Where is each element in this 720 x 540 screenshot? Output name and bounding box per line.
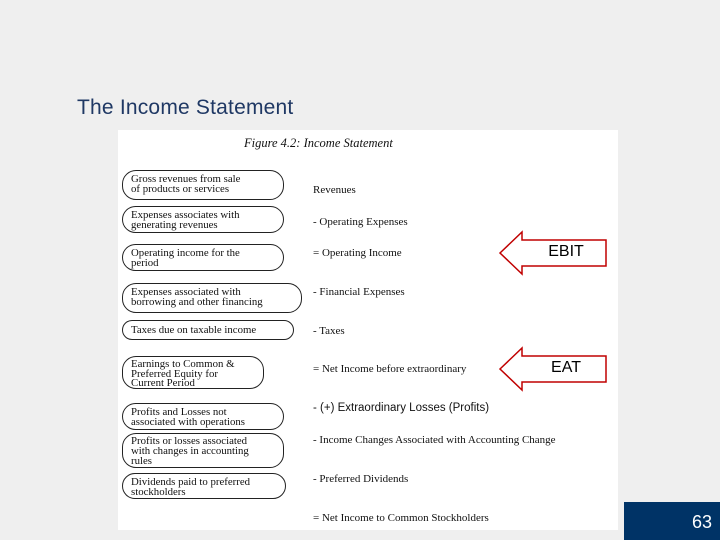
note-line: generating revenues bbox=[131, 219, 218, 231]
page-number: 63 bbox=[691, 512, 712, 532]
ebit-label: EBIT bbox=[548, 243, 584, 260]
item-net-income-common: = Net Income to Common Stockholders bbox=[313, 512, 489, 524]
note-line: Current Period bbox=[131, 377, 195, 389]
note-line: Profits or losses associated bbox=[131, 435, 248, 447]
item-operating-income: = Operating Income bbox=[313, 247, 402, 259]
note-line: borrowing and other financing bbox=[131, 296, 263, 308]
note-operating-income bbox=[122, 244, 284, 271]
note-preferred-dividends bbox=[122, 473, 286, 499]
page-number-badge bbox=[624, 502, 720, 540]
note-line: Earnings to Common & bbox=[131, 358, 235, 370]
figure-caption: Figure 4.2: Income Statement bbox=[244, 136, 393, 150]
note-line: Preferred Equity for bbox=[131, 367, 218, 380]
item-extraordinary-losses: - (+) Extraordinary Losses (Profits) bbox=[313, 402, 490, 414]
note-earnings-common-preferred bbox=[122, 356, 264, 389]
item-operating-expenses: - Operating Expenses bbox=[313, 216, 408, 228]
item-financial-expenses: - Financial Expenses bbox=[313, 286, 405, 298]
note-line: with changes in accounting bbox=[131, 444, 249, 457]
note-operating-expenses bbox=[122, 206, 284, 233]
item-accounting-change: - Income Changes Associated with Accounting Change bbox=[313, 434, 556, 446]
note-line: associated with operations bbox=[131, 416, 245, 428]
note-line: Taxes due on taxable income bbox=[131, 324, 257, 336]
eat-callout bbox=[498, 346, 610, 392]
note-extraordinary bbox=[122, 403, 284, 430]
note-gross-revenues bbox=[122, 170, 284, 200]
slide-title: The Income Statement bbox=[77, 96, 294, 119]
item-net-income-before-extraordinary: = Net Income before extraordinary bbox=[313, 363, 467, 375]
note-line: Profits and Losses not bbox=[131, 406, 227, 418]
note-financial-expenses bbox=[122, 283, 302, 313]
note-line: Expenses associated with bbox=[131, 286, 241, 298]
note-line: Operating income for the bbox=[131, 247, 240, 259]
note-line: rules bbox=[131, 454, 152, 467]
note-taxes bbox=[122, 320, 294, 340]
note-accounting-changes bbox=[122, 433, 284, 468]
item-taxes: - Taxes bbox=[313, 325, 345, 337]
income-statement-figure bbox=[118, 130, 618, 530]
note-line: period bbox=[131, 257, 159, 269]
note-line: Dividends paid to preferred bbox=[131, 476, 251, 488]
ebit-callout bbox=[498, 230, 610, 276]
item-revenues: Revenues bbox=[313, 184, 356, 196]
eat-label: EAT bbox=[551, 359, 581, 376]
note-line: stockholders bbox=[131, 486, 186, 498]
item-preferred-dividends: - Preferred Dividends bbox=[313, 473, 409, 485]
note-line: Gross revenues from sale bbox=[131, 173, 241, 185]
note-line: Expenses associates with bbox=[131, 209, 240, 221]
note-line: of products or services bbox=[131, 183, 230, 195]
